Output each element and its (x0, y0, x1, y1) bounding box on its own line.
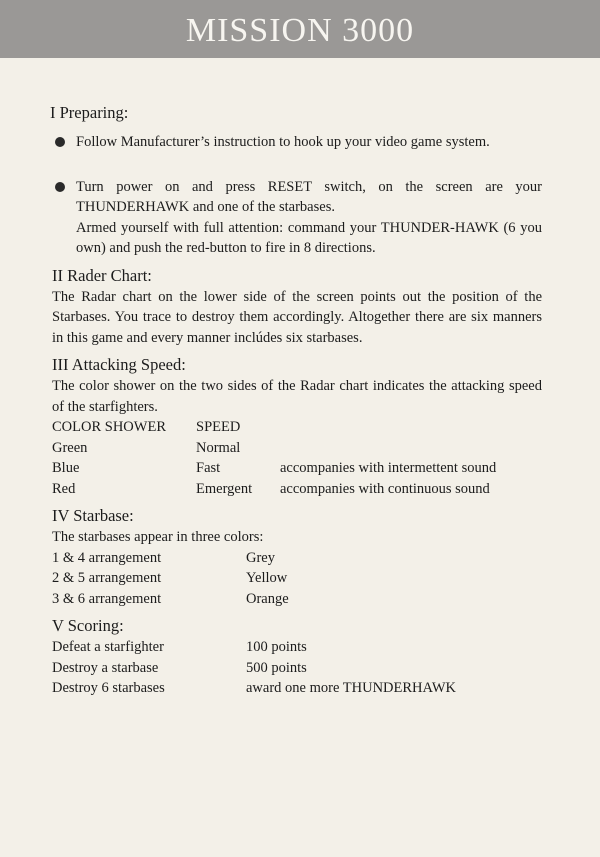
row-arrangement: 1 & 4 arrangement (52, 549, 162, 566)
bullet-extra-text: Armed yourself with full attention: command your THUNDER-HAWK (6 you own) and push the red-button to fire in 8 directions. (76, 219, 542, 256)
section-attacking-speed (52, 354, 542, 499)
section-title-radar: II Rader Chart: (52, 265, 152, 285)
table-row (52, 589, 542, 610)
row-color: Blue (52, 460, 80, 476)
bullet-icon (55, 182, 65, 192)
row-speed: Normal (196, 439, 241, 456)
row-color: Red (52, 480, 76, 497)
bullet-text: Follow Manufacturer’s instruction to hook up your video game system. (76, 134, 490, 150)
speed-table-header (52, 417, 542, 438)
row-note: accompanies with continuous sound (280, 480, 490, 497)
table-row (52, 438, 542, 459)
row-color: Orange (246, 590, 289, 607)
section-title-scoring: V Scoring: (52, 616, 124, 635)
table-row (52, 479, 542, 500)
row-note (280, 438, 542, 459)
row-points: 500 points (246, 659, 307, 676)
bullet-item (52, 177, 542, 259)
title-banner (0, 0, 600, 58)
bullet-text: Turn power on and press RESET switch, on the screen are your THUNDERHAWK and one of the starbases. (76, 178, 542, 215)
row-speed: Fast (196, 460, 221, 476)
row-note: accompanies with intermettent sound (280, 460, 497, 476)
table-row (52, 568, 542, 589)
row-arrangement: 2 & 5 arrangement (52, 570, 162, 586)
table-row (52, 678, 542, 699)
col-header-speed: SPEED (196, 419, 241, 435)
table-row (52, 637, 542, 658)
bullet-item (52, 132, 542, 153)
table-row (52, 548, 542, 569)
row-color: Grey (246, 549, 275, 566)
row-points: 100 points (246, 639, 307, 655)
row-speed: Emergent (196, 480, 253, 497)
section-preparing (52, 102, 542, 259)
section-title-speed: III Attacking Speed: (52, 355, 186, 374)
section-title-starbase: IV Starbase: (52, 506, 134, 525)
row-action: Defeat a starfighter (52, 639, 164, 655)
row-color: Yellow (246, 570, 288, 586)
row-points: award one more THUNDERHAWK (246, 680, 456, 696)
row-action: Destroy 6 starbases (52, 680, 165, 696)
col-header-color: COLOR SHOWER (52, 419, 166, 435)
bullet-icon (55, 137, 65, 147)
table-row (52, 658, 542, 679)
section-scoring (52, 615, 542, 699)
table-row (52, 458, 542, 479)
row-action: Destroy a starbase (52, 659, 159, 676)
section-starbase (52, 505, 542, 609)
page-title: MISSION 3000 (185, 12, 415, 49)
section-radar-chart (52, 265, 542, 349)
row-arrangement: 3 & 6 arrangement (52, 590, 162, 607)
row-color: Green (52, 439, 88, 456)
manual-content (52, 102, 542, 699)
radar-description: The Radar chart on the lower side of the screen points out the position of the Starbases. You trace to destroy them accordingly. Altogether there are six manners in this game and every manner inclúdes six starbases. (52, 288, 542, 346)
speed-description: The color shower on the two sides of the Radar chart indicates the attacking speed of the starfighters. (52, 378, 542, 415)
section-title-preparing: I Preparing: (50, 103, 129, 122)
starbase-intro: The starbases appear in three colors: (52, 529, 264, 545)
